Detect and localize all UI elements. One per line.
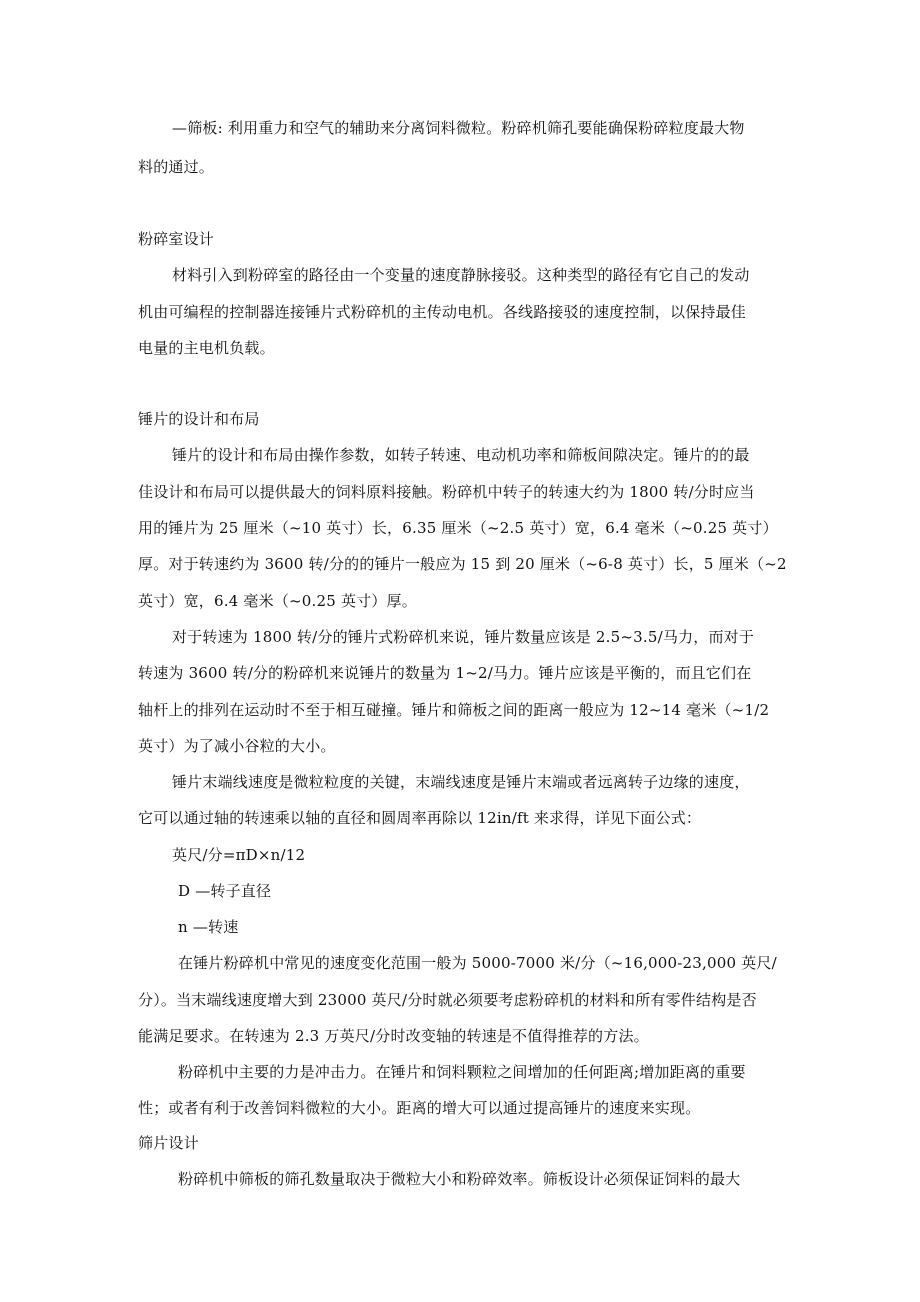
text-line: 它可以通过轴的转速乘以轴的直径和圆周率再除以 12in/ft 来求得，详见下面公式：	[138, 809, 702, 827]
text-line: 性；或者有利于改善饲料微粒的大小。距离的增大可以通过提高锤片的速度来实现。	[138, 1099, 701, 1117]
section-heading: 锤片的设计和布局	[138, 410, 260, 428]
text-line: 英寸）宽，6.4 毫米（~0.25 英寸）厚。	[138, 592, 417, 610]
text-line: 厚。对于转速约为 3600 转/分的的锤片一般应为 15 到 20 厘米（~6-8 英寸）长，5 厘米（~2	[138, 555, 787, 573]
text-line: 分）。当末端线速度增大到 23000 英尺/分时就必须要考虑粉碎机的材料和所有零件结构是否	[138, 991, 757, 1009]
text-line: 能满足要求。在转速为 2.3 万英尺/分时改变轴的转速是不值得推荐的方法。	[138, 1027, 649, 1045]
text-line: 锤片的设计和布局由操作参数，如转子转速、电动机功率和筛板间隙决定。锤片的的最	[172, 446, 750, 464]
text-line: 在锤片粉碎机中常见的速度变化范围一般为 5000-7000 米/分（~16,000-23,000 英尺/	[178, 954, 777, 972]
text-line: 电量的主电机负载。	[138, 339, 275, 357]
text-line: 轴杆上的排列在运动时不至于相互碰撞。锤片和筛板之间的距离一般应为 12~14 毫米（~1/2	[138, 701, 770, 719]
text-line: —筛板: 利用重力和空气的辅助来分离饲料微粒。粉碎机筛孔要能确保粉碎粒度最大物	[172, 119, 745, 137]
text-line: 转速为 3600 转/分的粉碎机来说锤片的数量为 1~2/马力。锤片应该是平衡的，而且它们在	[138, 664, 752, 682]
formula: 英尺/分=πD×n/12	[172, 846, 306, 864]
text-line: 粉碎机中主要的力是冲击力。在锤片和饲料颗粒之间增加的任何距离;增加距离的重要	[178, 1063, 746, 1081]
text-line: 对于转速为 1800 转/分的锤片式粉碎机来说，锤片数量应该是 2.5~3.5/马力，而对于	[172, 628, 755, 646]
section-heading: 筛片设计	[138, 1134, 199, 1152]
text-line: 佳设计和布局可以提供最大的饲料原料接触。粉碎机中转子的转速大约为 1800 转/分时应当	[138, 483, 755, 501]
text-line: 料的通过。	[138, 158, 215, 176]
text-line: 机由可编程的控制器连接锤片式粉碎机的主传动电机。各线路接驳的速度控制，以保持最佳	[138, 303, 747, 321]
section-heading: 粉碎室设计	[138, 230, 215, 248]
text-line: 粉碎机中筛板的筛孔数量取决于微粒大小和粉碎效率。筛板设计必须保证饲料的最大	[178, 1170, 741, 1188]
text-line: 用的锤片为 25 厘米（~10 英寸）长，6.35 厘米（~2.5 英寸）宽，6.4 毫米（~0.25 英寸）	[138, 519, 778, 537]
formula-definition: n —转速	[178, 918, 239, 936]
text-line: 材料引入到粉碎室的路径由一个变量的速度静脉接驳。这种类型的路径有它自己的发动	[172, 266, 750, 284]
text-line: 英寸）为了减小谷粒的大小。	[138, 737, 336, 755]
formula-definition: D —转子直径	[178, 882, 272, 900]
text-line: 锤片末端线速度是微粒粒度的关键，末端线速度是锤片末端或者远离转子边缘的速度，	[172, 773, 750, 791]
